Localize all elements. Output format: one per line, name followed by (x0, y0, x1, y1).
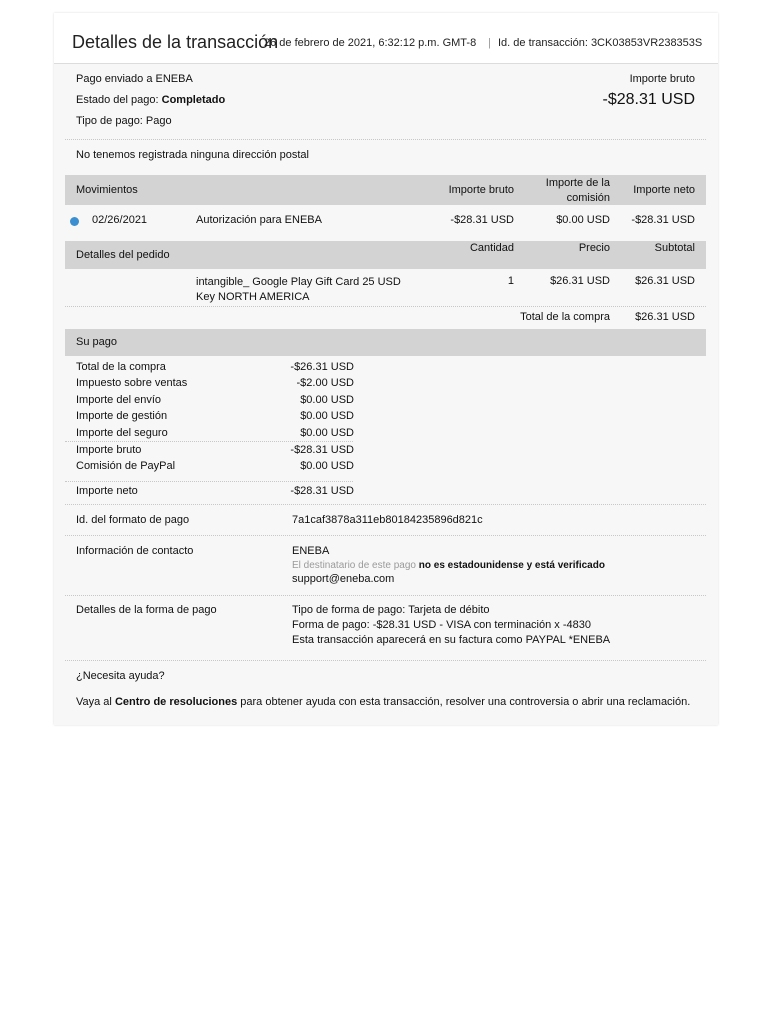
fee-header-line1: Importe de la (545, 177, 610, 189)
page-title: Detalles de la transacción (72, 32, 279, 52)
movement-date: 02/26/2021 (92, 214, 148, 226)
payment-method-label: Detalles de la forma de pago (76, 604, 217, 616)
payment-status (76, 94, 225, 106)
order-item-qty: 1 (507, 275, 514, 287)
divider (65, 139, 706, 140)
payment-line-label: Total de la compra (76, 361, 166, 373)
format-id-label: Id. del formato de pago (76, 514, 190, 526)
order-total-label: Total de la compra (520, 311, 610, 323)
divider (65, 306, 706, 307)
payment-status-value: Completado (161, 94, 226, 106)
payment-line-value: $0.00 USD (300, 410, 354, 422)
payment-line-label: Comisión de PayPal (76, 460, 176, 472)
order-price-header: Precio (578, 242, 610, 254)
contact-email[interactable]: support@eneba.com (292, 573, 395, 585)
gross-amount-label: Importe bruto (629, 73, 695, 85)
divider (65, 595, 706, 596)
payment-title: Su pago (76, 336, 117, 348)
help-text (76, 696, 690, 708)
fee-header-line2: comisión (566, 192, 610, 204)
movements-gross-header: Importe bruto (448, 184, 514, 196)
payment-line-value: -$28.31 USD (290, 444, 354, 456)
divider (65, 441, 353, 442)
payment-line-label: Importe de gestión (76, 410, 168, 422)
order-item-subtotal: $26.31 USD (635, 275, 695, 287)
contact-verification-note (292, 560, 605, 571)
address-note: No tenemos registrada ninguna dirección postal (76, 149, 309, 161)
payment-line-value: $0.00 USD (300, 394, 354, 406)
contact-label: Información de contacto (76, 545, 194, 557)
payment-line-label: Importe del envío (76, 394, 161, 406)
transaction-id: Id. de transacción: 3CK03853VR238353S (498, 37, 703, 49)
payment-line-value: -$28.31 USD (290, 485, 354, 497)
contact-name: ENEBA (292, 545, 330, 557)
gross-amount: -$28.31 USD (602, 91, 695, 108)
divider (65, 660, 706, 661)
order-subtotal-header: Subtotal (654, 242, 695, 254)
payment-line-label: Importe neto (76, 485, 138, 497)
payment-type: Tipo de pago: Pago (76, 115, 172, 127)
help-suffix: para obtener ayuda con esta transacción, resolver una controversia o abrir una reclamación. (240, 696, 691, 708)
resolution-center-link[interactable]: Centro de resoluciones (114, 696, 238, 708)
sent-to-text: Pago enviado a ENEBA (76, 73, 193, 85)
payment-line-value: $0.00 USD (300, 460, 354, 472)
divider (65, 504, 706, 505)
movements-net-header: Importe neto (633, 184, 695, 196)
payment-method-type: Tipo de forma de pago: Tarjeta de débito (292, 604, 490, 616)
movement-gross: -$28.31 USD (450, 214, 514, 226)
contact-note-bold: no es estadounidense y está verificado (418, 560, 605, 571)
payment-method-detail: Forma de pago: -$28.31 USD - VISA con terminación x -4830 (292, 619, 591, 631)
order-item-line1: intangible_ Google Play Gift Card 25 USD (196, 276, 401, 288)
payment-line-label: Importe bruto (76, 444, 142, 456)
transaction-details-card (54, 13, 718, 725)
order-item-description (196, 275, 401, 305)
header-separator: | (488, 37, 491, 49)
format-id-value: 7a1caf3878a311eb80184235896d821c (292, 514, 483, 526)
payment-line-value: $0.00 USD (300, 427, 354, 439)
movements-title: Movimientos (76, 184, 138, 196)
divider (65, 535, 706, 536)
payment-line-label: Impuesto sobre ventas (76, 377, 188, 389)
movement-net: -$28.31 USD (631, 214, 695, 226)
movements-fee-header (546, 176, 610, 206)
order-item-price: $26.31 USD (550, 275, 610, 287)
order-qty-header: Cantidad (469, 242, 514, 254)
transaction-date: 26 de febrero de 2021, 6:32:12 p.m. GMT-8 (264, 37, 477, 49)
payment-line-value: -$2.00 USD (296, 377, 354, 389)
order-item-line2: Key NORTH AMERICA (196, 291, 310, 303)
order-total-value: $26.31 USD (635, 311, 695, 323)
status-dot-icon (70, 217, 79, 226)
payment-line-label: Importe del seguro (76, 427, 168, 439)
divider (65, 481, 353, 482)
movement-description: Autorización para ENEBA (196, 214, 322, 226)
payment-status-label: Estado del pago: (76, 94, 159, 106)
order-title: Detalles del pedido (76, 249, 170, 261)
help-prefix: Vaya al (76, 696, 112, 708)
help-title: ¿Necesita ayuda? (76, 670, 165, 682)
payment-line-value: -$26.31 USD (290, 361, 354, 373)
payment-method-statement: Esta transacción aparecerá en su factura como PAYPAL *ENEBA (292, 634, 611, 646)
payment-header-bar (65, 329, 706, 356)
movement-fee: $0.00 USD (556, 214, 610, 226)
contact-note-prefix: El destinatario de este pago (292, 560, 416, 571)
